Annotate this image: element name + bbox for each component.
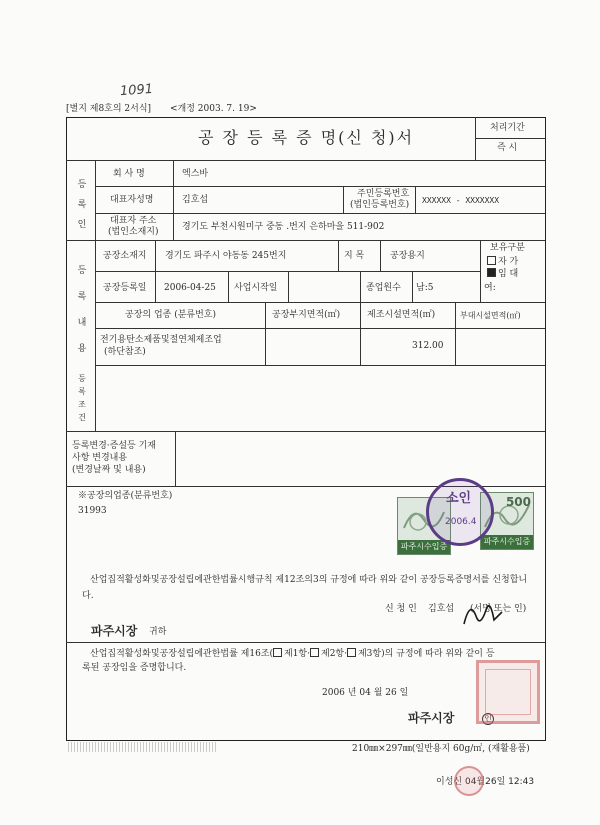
cancellation-seal-date: 2006.4 <box>445 517 477 527</box>
footer-seal-icon <box>454 766 484 796</box>
col-industry: 공장의 업종 (분류번호) <box>125 310 216 320</box>
company-name-value: 엑스바 <box>182 169 209 179</box>
changes-label-3: (변경날짜 및 내용) <box>72 465 146 475</box>
factory-location-value: 경기도 파주시 야동동 245번지 <box>165 251 287 261</box>
resident-no-value: XXXXXX - XXXXXXX <box>422 196 500 205</box>
ownership-own-option <box>487 256 518 268</box>
factory-location-label: 공장소재지 <box>103 251 147 261</box>
industry-value: 전기용탄소제품및절연체제조업 <box>100 335 222 345</box>
company-name-label: 회 사 명 <box>113 169 145 179</box>
manufacturing-area-value: 312.00 <box>412 341 444 351</box>
lease-option-label: 임 대 <box>498 269 519 279</box>
ownership-label: 보유구분 <box>490 243 525 253</box>
revenue-stamp-amount: 500 <box>505 495 531 509</box>
fax-footer: 이성신 04월26일 12:43 <box>436 777 535 787</box>
col-auxiliary-area: 부대시설면적(㎡) <box>460 311 521 320</box>
lease-checkbox[interactable] <box>487 268 496 277</box>
sign-label: (서명 또는 인) <box>470 604 527 614</box>
addressee-suffix: 귀하 <box>149 627 167 637</box>
issuer: 파주시장 <box>408 711 455 725</box>
page-title: 공 장 등 록 증 명(신 청)서 <box>198 128 415 147</box>
addressee: 파주시장 <box>91 624 138 638</box>
applicant-label: 신 청 인 <box>385 604 417 614</box>
address-value: 경기도 부천시원미구 중동 .번지 은하마을 511-902 <box>182 222 385 232</box>
side-label-registrant: 등 록 인 <box>77 180 87 230</box>
corp-no-label: (법인등록번호) <box>350 200 410 210</box>
ownership-lease-option <box>487 268 518 280</box>
col-site-area: 공장부지면적(㎡) <box>272 310 341 320</box>
registration-date-value: 2006-04-25 <box>164 283 216 293</box>
form-code: [별지 제8호의 2서식] <box>66 104 152 114</box>
industry-note: (하단참조) <box>104 347 146 357</box>
revenue-stamp-label: 파주시수입증지 <box>481 535 533 549</box>
issuer-seal-mark: 인 <box>482 713 494 725</box>
signature-icon <box>458 594 506 634</box>
processing-period-value: 즉 시 <box>497 143 518 153</box>
changes-label-2: 사항 변경내용 <box>72 453 128 463</box>
item-1-checkbox[interactable] <box>273 648 282 657</box>
rep-name-value: 김호섭 <box>182 195 209 205</box>
cancellation-seal <box>426 478 494 546</box>
address-label: 대표자 주소 <box>110 216 157 226</box>
employees-label: 종업원수 <box>366 283 401 293</box>
land-category-label: 지 목 <box>344 251 365 261</box>
application-text: 산업집적활성화및공장설립에관한법률시행규칙 제12조의3의 규정에 따라 위와 같이 공장등록증명서를 신청합니다. <box>82 575 528 601</box>
item-3-checkbox[interactable] <box>347 648 356 657</box>
land-category-value: 공장용지 <box>390 251 425 261</box>
own-checkbox[interactable] <box>487 256 496 265</box>
handwritten-number: 1091 <box>119 81 154 100</box>
industry-code-value: 31993 <box>78 506 107 516</box>
side-label-conditions: 등 록 조 건 <box>78 374 86 422</box>
paper-spec: 210㎜×297㎜(일반용지 60g/㎡, (재활용품) <box>352 744 530 754</box>
employees-male: 남:5 <box>416 283 434 293</box>
registration-date-label: 공장등록일 <box>103 283 147 293</box>
certification-date: 2006 년 04 월 26 일 <box>322 688 409 698</box>
revenue-stamp-label: 파주시수입증지 <box>398 540 450 554</box>
resident-no-label: 주민등록번호 <box>357 189 410 199</box>
official-seal-icon <box>476 660 540 724</box>
address-label-2: (법인소재지) <box>108 227 159 237</box>
applicant-name: 김호섭 <box>428 604 455 614</box>
own-option-label: 자 가 <box>498 257 519 267</box>
cancellation-seal-text: 소인 <box>446 491 472 506</box>
barcode-strip <box>68 742 218 752</box>
item-2-checkbox[interactable] <box>310 648 319 657</box>
col-manufacturing-area: 제조시설면적(㎡) <box>367 310 436 320</box>
side-label-details: 등 록 내 용 <box>77 266 87 354</box>
employees-female: 여: <box>484 283 496 293</box>
certification-text: 산업집적활성화및공장설립에관한법률 제16조( 제1항· 제2항· 제3항)의 규정에 따라 위와 같이 등 록된 공장임을 증명합니다. <box>82 649 495 673</box>
changes-label-1: 등록변경·증설등 기재 <box>72 441 156 451</box>
business-start-label: 사업시작일 <box>234 283 278 293</box>
rep-name-label: 대표자성명 <box>110 195 154 205</box>
revision-note: <개정 2003. 7. 19> <box>170 104 257 114</box>
industry-code-label: ※공장의업종(분류번호) <box>78 491 173 501</box>
processing-period-label: 처리기간 <box>490 123 525 133</box>
